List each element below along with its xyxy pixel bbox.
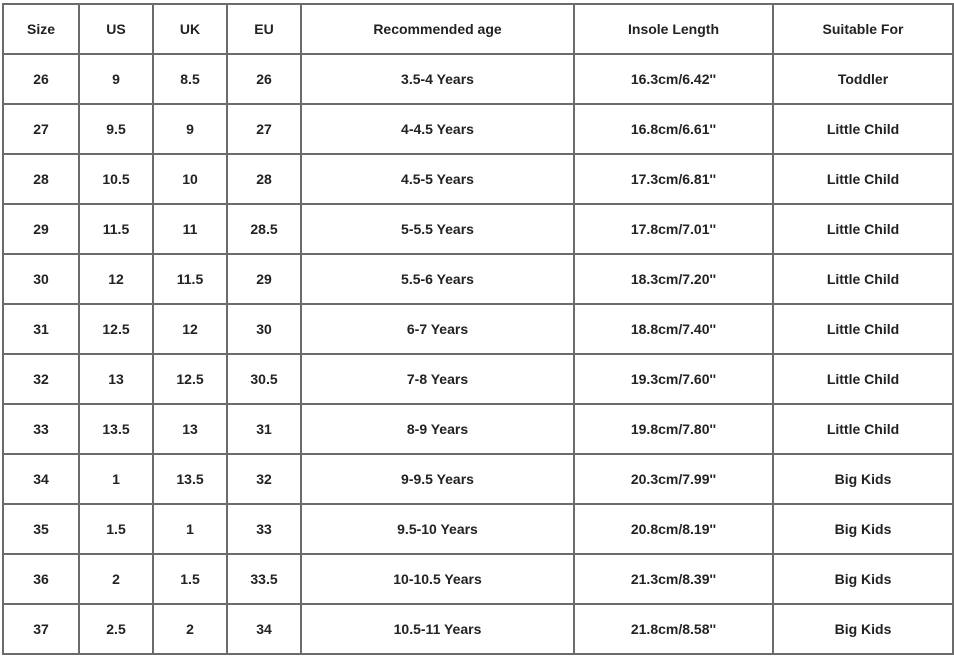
table-row <box>3 504 953 554</box>
size-chart-table <box>2 3 954 655</box>
insole-length-cell: 16.3cm/6.42'' <box>574 54 773 104</box>
uk-cell: 1 <box>153 504 227 554</box>
recommended-age-cell: 5-5.5 Years <box>301 204 574 254</box>
uk-cell: 11.5 <box>153 254 227 304</box>
eu-cell: 29 <box>227 254 301 304</box>
eu-cell: 31 <box>227 404 301 454</box>
suitable-for-cell: Big Kids <box>773 504 953 554</box>
size-cell: 33 <box>3 404 79 454</box>
uk-cell: 8.5 <box>153 54 227 104</box>
suitable-for-cell: Toddler <box>773 54 953 104</box>
size-cell: 36 <box>3 554 79 604</box>
suitable-for-cell: Big Kids <box>773 604 953 654</box>
suitable-for-cell: Little Child <box>773 204 953 254</box>
eu-cell: 32 <box>227 454 301 504</box>
table-row <box>3 354 953 404</box>
eu-cell: 33.5 <box>227 554 301 604</box>
recommended-age-cell: 9.5-10 Years <box>301 504 574 554</box>
table-row <box>3 254 953 304</box>
us-cell: 9.5 <box>79 104 153 154</box>
us-cell: 13 <box>79 354 153 404</box>
insole-length-cell: 20.8cm/8.19'' <box>574 504 773 554</box>
eu-cell: 27 <box>227 104 301 154</box>
size-cell: 27 <box>3 104 79 154</box>
size-cell: 26 <box>3 54 79 104</box>
us-cell: 1.5 <box>79 504 153 554</box>
table-body <box>3 54 953 654</box>
us-cell: 11.5 <box>79 204 153 254</box>
uk-cell: 10 <box>153 154 227 204</box>
size-cell: 31 <box>3 304 79 354</box>
us-cell: 12 <box>79 254 153 304</box>
header-uk: UK <box>153 4 227 54</box>
table-row <box>3 604 953 654</box>
eu-cell: 28.5 <box>227 204 301 254</box>
header-suitable-for: Suitable For <box>773 4 953 54</box>
header-insole-length: Insole Length <box>574 4 773 54</box>
table-row <box>3 304 953 354</box>
size-cell: 34 <box>3 454 79 504</box>
recommended-age-cell: 5.5-6 Years <box>301 254 574 304</box>
insole-length-cell: 21.3cm/8.39'' <box>574 554 773 604</box>
table-row <box>3 454 953 504</box>
suitable-for-cell: Little Child <box>773 354 953 404</box>
eu-cell: 26 <box>227 54 301 104</box>
uk-cell: 1.5 <box>153 554 227 604</box>
insole-length-cell: 20.3cm/7.99'' <box>574 454 773 504</box>
recommended-age-cell: 8-9 Years <box>301 404 574 454</box>
eu-cell: 28 <box>227 154 301 204</box>
insole-length-cell: 18.8cm/7.40'' <box>574 304 773 354</box>
uk-cell: 13.5 <box>153 454 227 504</box>
us-cell: 12.5 <box>79 304 153 354</box>
suitable-for-cell: Little Child <box>773 154 953 204</box>
header-row <box>3 4 953 54</box>
eu-cell: 30 <box>227 304 301 354</box>
recommended-age-cell: 4.5-5 Years <box>301 154 574 204</box>
header-recommended-age: Recommended age <box>301 4 574 54</box>
suitable-for-cell: Little Child <box>773 254 953 304</box>
eu-cell: 33 <box>227 504 301 554</box>
insole-length-cell: 21.8cm/8.58'' <box>574 604 773 654</box>
uk-cell: 2 <box>153 604 227 654</box>
insole-length-cell: 17.8cm/7.01'' <box>574 204 773 254</box>
suitable-for-cell: Big Kids <box>773 454 953 504</box>
recommended-age-cell: 10-10.5 Years <box>301 554 574 604</box>
header-us: US <box>79 4 153 54</box>
recommended-age-cell: 6-7 Years <box>301 304 574 354</box>
recommended-age-cell: 4-4.5 Years <box>301 104 574 154</box>
size-cell: 30 <box>3 254 79 304</box>
eu-cell: 30.5 <box>227 354 301 404</box>
recommended-age-cell: 7-8 Years <box>301 354 574 404</box>
us-cell: 1 <box>79 454 153 504</box>
table-row <box>3 54 953 104</box>
size-cell: 37 <box>3 604 79 654</box>
eu-cell: 34 <box>227 604 301 654</box>
size-cell: 29 <box>3 204 79 254</box>
us-cell: 10.5 <box>79 154 153 204</box>
table-row <box>3 554 953 604</box>
size-cell: 35 <box>3 504 79 554</box>
us-cell: 2.5 <box>79 604 153 654</box>
size-cell: 32 <box>3 354 79 404</box>
insole-length-cell: 16.8cm/6.61'' <box>574 104 773 154</box>
uk-cell: 13 <box>153 404 227 454</box>
recommended-age-cell: 9-9.5 Years <box>301 454 574 504</box>
insole-length-cell: 19.3cm/7.60'' <box>574 354 773 404</box>
recommended-age-cell: 10.5-11 Years <box>301 604 574 654</box>
us-cell: 9 <box>79 54 153 104</box>
us-cell: 2 <box>79 554 153 604</box>
uk-cell: 12 <box>153 304 227 354</box>
suitable-for-cell: Big Kids <box>773 554 953 604</box>
insole-length-cell: 18.3cm/7.20'' <box>574 254 773 304</box>
suitable-for-cell: Little Child <box>773 404 953 454</box>
size-cell: 28 <box>3 154 79 204</box>
insole-length-cell: 19.8cm/7.80'' <box>574 404 773 454</box>
uk-cell: 12.5 <box>153 354 227 404</box>
uk-cell: 9 <box>153 104 227 154</box>
recommended-age-cell: 3.5-4 Years <box>301 54 574 104</box>
us-cell: 13.5 <box>79 404 153 454</box>
header-size: Size <box>3 4 79 54</box>
table-row <box>3 154 953 204</box>
suitable-for-cell: Little Child <box>773 304 953 354</box>
suitable-for-cell: Little Child <box>773 104 953 154</box>
uk-cell: 11 <box>153 204 227 254</box>
table-row <box>3 404 953 454</box>
table-row <box>3 204 953 254</box>
header-eu: EU <box>227 4 301 54</box>
table-row <box>3 104 953 154</box>
insole-length-cell: 17.3cm/6.81'' <box>574 154 773 204</box>
